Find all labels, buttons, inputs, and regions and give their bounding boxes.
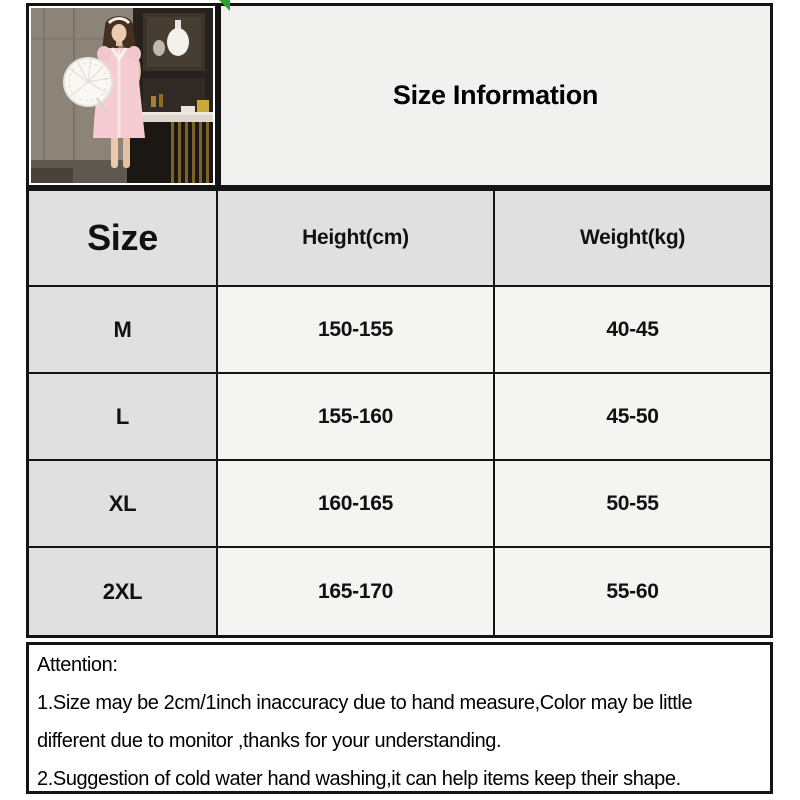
height-value-xl: 160-165 — [218, 461, 495, 548]
weight-value-xl: 50-55 — [495, 461, 770, 548]
page-title: Size Information — [392, 80, 599, 110]
column-header-size: Size — [29, 191, 218, 287]
attention-note-1a: 1.Size may be 2cm/1inch inaccuracy due to hand measure,Color may be little — [37, 692, 693, 714]
column-header-height: Height(cm) — [218, 191, 495, 287]
weight-value-l: 45-50 — [495, 374, 770, 461]
weight-value-2xl: 55-60 — [495, 548, 770, 635]
green-corner-icon — [219, 0, 230, 11]
attention-box — [26, 642, 773, 794]
title-banner — [218, 3, 773, 188]
size-label-xl: XL — [29, 461, 218, 548]
size-label-l: L — [29, 374, 218, 461]
attention-heading: Attention: — [37, 654, 118, 676]
weight-value-m: 40-45 — [495, 287, 770, 374]
height-value-m: 150-155 — [218, 287, 495, 374]
size-label-2xl: 2XL — [29, 548, 218, 635]
height-value-l: 155-160 — [218, 374, 495, 461]
column-header-weight: Weight(kg) — [495, 191, 770, 287]
attention-note-1b: different due to monitor ,thanks for your understanding. — [37, 730, 502, 752]
attention-note-2: 2.Suggestion of cold water hand washing,it can help items keep their shape. — [37, 768, 681, 790]
product-photo — [26, 3, 218, 188]
size-label-m: M — [29, 287, 218, 374]
height-value-2xl: 165-170 — [218, 548, 495, 635]
size-table — [26, 188, 773, 638]
model-photo-illustration — [31, 8, 213, 183]
